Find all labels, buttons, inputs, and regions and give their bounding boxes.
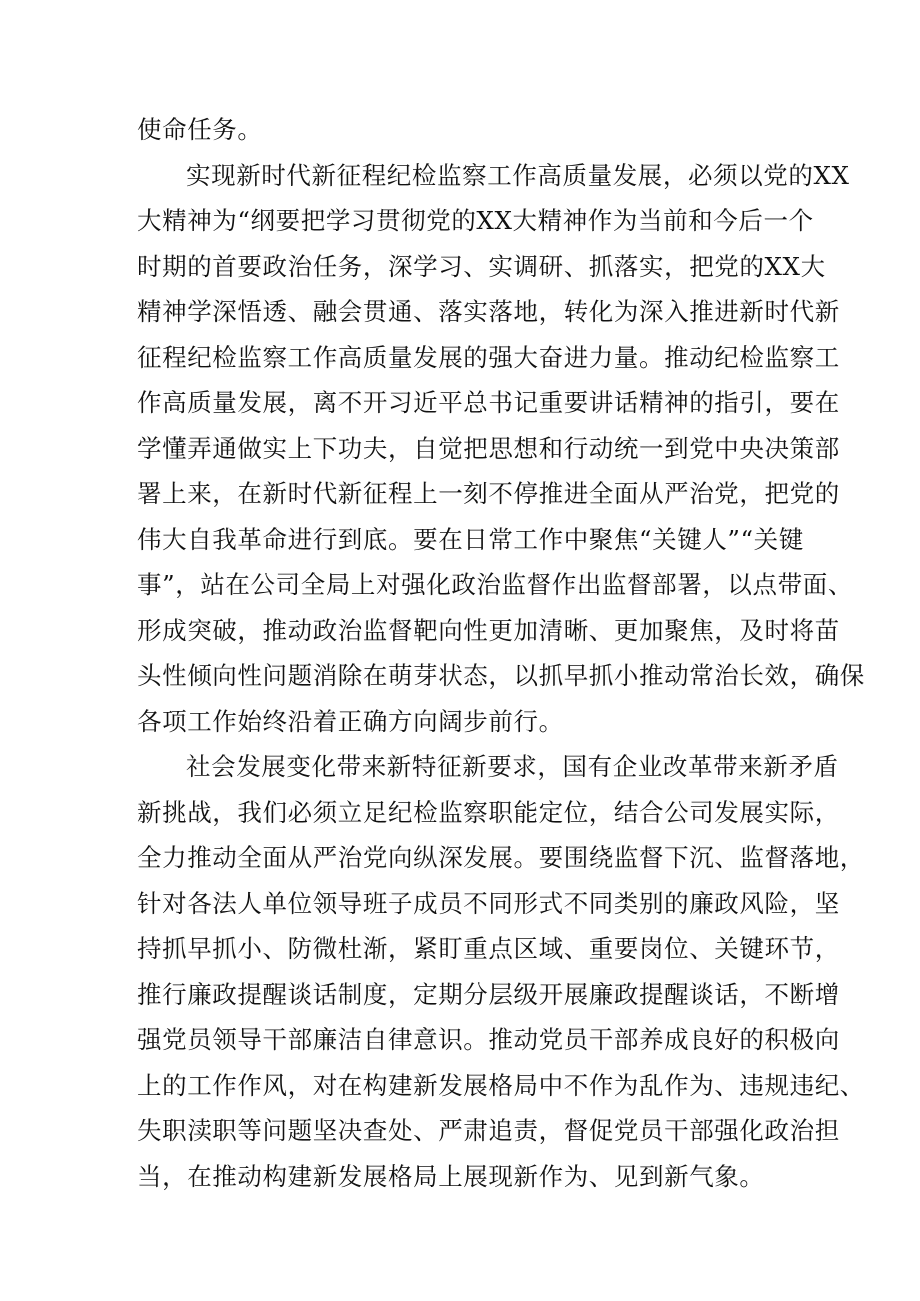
text-line: 大精神为“纲要把学习贯彻党的XX大精神作为当前和今后一个 — [137, 206, 814, 235]
text-line: 精神学深悟透、融会贯通、落实落地，转化为深入推进新时代新 — [137, 297, 840, 326]
text-line: 持抓早抓小、防微杜渐，紧盯重点区域、重要岗位、关键环节， — [137, 934, 840, 963]
text-line: 学懂弄通做实上下功夫，自觉把思想和行动统一到党中央决策部 — [137, 434, 840, 463]
text-line: 伟大自我革命进行到底。要在日常工作中聚焦“关键人”“关键 — [137, 525, 804, 554]
text-line: 失职渎职等问题坚决查处、严肃追责，督促党员干部强化政治担 — [137, 1116, 840, 1145]
text-line: 时期的首要政治任务，深学习、实调研、抓落实，把党的XX大 — [137, 252, 826, 281]
text-line: 新挑战，我们必须立足纪检监察职能定位，结合公司发展实际， — [137, 798, 840, 827]
text-line: 形成突破，推动政治监督靶向性更加清晰、更加聚焦，及时将苗 — [137, 616, 840, 645]
text-line: 事”，站在公司全局上对强化政治监督作出监督部署，以点带面、 — [137, 570, 853, 599]
text-line: 征程纪检监察工作高质量发展的强大奋进力量。推动纪检监察工 — [137, 343, 840, 372]
text-line: 全力推动全面从严治党向纵深发展。要围绕监督下沉、监督落地， — [137, 843, 865, 872]
text-line: 强党员领导干部廉洁自律意识。推动党员干部养成良好的积极向 — [137, 1025, 840, 1054]
text-line: 上的工作作风，对在构建新发展格局中不作为乱作为、违规违纪、 — [137, 1071, 865, 1100]
text-line: 作高质量发展，离不开习近平总书记重要讲话精神的指引，要在 — [137, 388, 840, 417]
text-line: 当，在推动构建新发展格局上展现新作为、见到新气象。 — [137, 1162, 765, 1191]
text-line: 使命任务。 — [137, 115, 263, 144]
paragraph-start-line: 社会发展变化带来新特征新要求，国有企业改革带来新矛盾 — [186, 752, 839, 781]
text-line: 推行廉政提醒谈话制度，定期分层级开展廉政提醒谈话，不断增 — [137, 980, 840, 1009]
text-line: 署上来，在新时代新征程上一刻不停推进全面从严治党，把党的 — [137, 479, 840, 508]
text-line: 针对各法人单位领导班子成员不同形式不同类别的廉政风险，坚 — [137, 889, 840, 918]
paragraph-start-line: 实现新时代新征程纪检监察工作高质量发展，必须以党的XX — [186, 161, 850, 190]
text-line: 各项工作始终沿着正确方向阔步前行。 — [137, 707, 564, 736]
text-line: 头性倾向性问题消除在萌芽状态，以抓早抓小推动常治长效，确保 — [137, 661, 865, 690]
